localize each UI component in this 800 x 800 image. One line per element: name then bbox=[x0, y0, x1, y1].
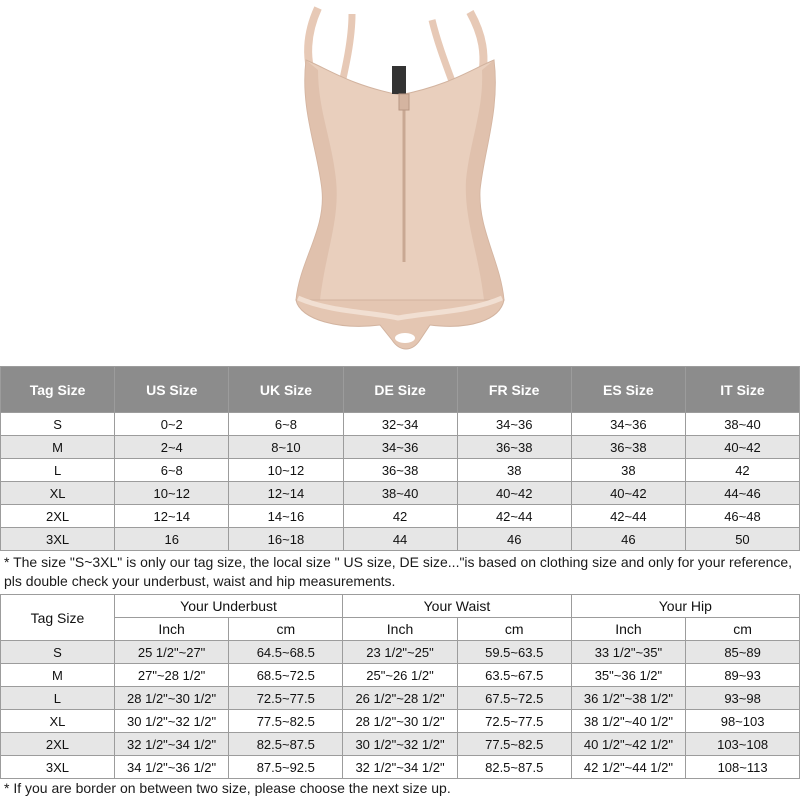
table-cell: 87.5~92.5 bbox=[229, 756, 343, 779]
table-cell: 28 1/2"~30 1/2" bbox=[343, 710, 458, 733]
table-cell: 44~46 bbox=[685, 482, 799, 505]
table-cell: 40 1/2"~42 1/2" bbox=[571, 733, 686, 756]
unit-inch: Inch bbox=[571, 618, 686, 641]
table-cell: 12~14 bbox=[229, 482, 343, 505]
table-cell: 12~14 bbox=[115, 505, 229, 528]
table-cell: 59.5~63.5 bbox=[457, 641, 571, 664]
table-cell: 72.5~77.5 bbox=[229, 687, 343, 710]
bodysuit-illustration bbox=[0, 0, 800, 366]
table-cell: 89~93 bbox=[686, 664, 800, 687]
table-cell: 38 bbox=[571, 459, 685, 482]
body-measurement-table bbox=[0, 594, 800, 779]
table-cell: 108~113 bbox=[686, 756, 800, 779]
table-cell: 36~38 bbox=[571, 436, 685, 459]
table-row bbox=[1, 505, 800, 528]
product-photo bbox=[0, 0, 800, 366]
table-cell: 2XL bbox=[1, 505, 115, 528]
table-cell: 32 1/2"~34 1/2" bbox=[114, 733, 229, 756]
table-cell: 36 1/2"~38 1/2" bbox=[571, 687, 686, 710]
table-cell: 85~89 bbox=[686, 641, 800, 664]
table-cell: 82.5~87.5 bbox=[457, 756, 571, 779]
table-cell: S bbox=[1, 641, 115, 664]
unit-inch: Inch bbox=[343, 618, 458, 641]
header-underbust: Your Underbust bbox=[114, 595, 342, 618]
table-cell: 67.5~72.5 bbox=[457, 687, 571, 710]
table-cell: 103~108 bbox=[686, 733, 800, 756]
table-row bbox=[1, 528, 800, 551]
size-up-note: * If you are border on between two size, please choose the next size up. bbox=[4, 780, 451, 796]
table-cell: 40~42 bbox=[685, 436, 799, 459]
table-cell: 33 1/2"~35" bbox=[571, 641, 686, 664]
table-cell: 98~103 bbox=[686, 710, 800, 733]
table-cell: 72.5~77.5 bbox=[457, 710, 571, 733]
table-cell: 46~48 bbox=[685, 505, 799, 528]
table-cell: 77.5~82.5 bbox=[229, 710, 343, 733]
table-cell: 10~12 bbox=[229, 459, 343, 482]
table-cell: 0~2 bbox=[115, 413, 229, 436]
table-cell: 25 1/2"~27" bbox=[114, 641, 229, 664]
header-de-size: DE Size bbox=[343, 367, 457, 413]
tag-size-note: * The size "S~3XL" is only our tag size, the local size " US size, DE size..."is based on clothing size and only for your reference, pls double check your underbust, waist and hip measurements. bbox=[4, 554, 793, 589]
table-cell: 28 1/2"~30 1/2" bbox=[114, 687, 229, 710]
measure-unit-header bbox=[1, 618, 800, 641]
table-cell: 42~44 bbox=[571, 505, 685, 528]
header-waist: Your Waist bbox=[343, 595, 571, 618]
table-cell: 34~36 bbox=[457, 413, 571, 436]
table-cell: 63.5~67.5 bbox=[457, 664, 571, 687]
table-cell: 77.5~82.5 bbox=[457, 733, 571, 756]
table-row bbox=[1, 733, 800, 756]
table-cell: 40~42 bbox=[571, 482, 685, 505]
table-row bbox=[1, 756, 800, 779]
header-es-size: ES Size bbox=[571, 367, 685, 413]
table-cell: 36~38 bbox=[457, 436, 571, 459]
table-cell: 42 bbox=[685, 459, 799, 482]
table-cell: M bbox=[1, 436, 115, 459]
table-row bbox=[1, 687, 800, 710]
table-cell: 3XL bbox=[1, 528, 115, 551]
table-cell: 6~8 bbox=[115, 459, 229, 482]
table-cell: 34 1/2"~36 1/2" bbox=[114, 756, 229, 779]
header-hip: Your Hip bbox=[571, 595, 799, 618]
table-row bbox=[1, 641, 800, 664]
table-cell: 36~38 bbox=[343, 459, 457, 482]
table-cell: 23 1/2"~25" bbox=[343, 641, 458, 664]
table-row bbox=[1, 482, 800, 505]
unit-inch: Inch bbox=[114, 618, 229, 641]
size-table-header bbox=[1, 367, 800, 413]
table-cell: 30 1/2"~32 1/2" bbox=[114, 710, 229, 733]
table-cell: S bbox=[1, 413, 115, 436]
header-tag-size: Tag Size bbox=[1, 595, 115, 641]
table-cell: 25"~26 1/2" bbox=[343, 664, 458, 687]
table-cell: 8~10 bbox=[229, 436, 343, 459]
table-row bbox=[1, 436, 800, 459]
table-cell: 42 bbox=[343, 505, 457, 528]
table-cell: 68.5~72.5 bbox=[229, 664, 343, 687]
table-cell: 27"~28 1/2" bbox=[114, 664, 229, 687]
table-cell: 26 1/2"~28 1/2" bbox=[343, 687, 458, 710]
table-cell: 93~98 bbox=[686, 687, 800, 710]
table-cell: 64.5~68.5 bbox=[229, 641, 343, 664]
table-cell: 44 bbox=[343, 528, 457, 551]
table-cell: 38~40 bbox=[343, 482, 457, 505]
table-row bbox=[1, 413, 800, 436]
table-cell: 46 bbox=[457, 528, 571, 551]
header-it-size: IT Size bbox=[685, 367, 799, 413]
header-uk-size: UK Size bbox=[229, 367, 343, 413]
table-cell: XL bbox=[1, 710, 115, 733]
table-cell: 30 1/2"~32 1/2" bbox=[343, 733, 458, 756]
table-cell: L bbox=[1, 687, 115, 710]
table-row bbox=[1, 710, 800, 733]
table-cell: 2XL bbox=[1, 733, 115, 756]
table-cell: 34~36 bbox=[343, 436, 457, 459]
table-cell: 42~44 bbox=[457, 505, 571, 528]
table-cell: 6~8 bbox=[229, 413, 343, 436]
table-cell: 38~40 bbox=[685, 413, 799, 436]
table-cell: 10~12 bbox=[115, 482, 229, 505]
table-cell: 38 1/2"~40 1/2" bbox=[571, 710, 686, 733]
table-cell: 35"~36 1/2" bbox=[571, 664, 686, 687]
header-fr-size: FR Size bbox=[457, 367, 571, 413]
table-cell: 2~4 bbox=[115, 436, 229, 459]
table-cell: 42 1/2"~44 1/2" bbox=[571, 756, 686, 779]
table-cell: M bbox=[1, 664, 115, 687]
unit-cm: cm bbox=[457, 618, 571, 641]
table-cell: 34~36 bbox=[571, 413, 685, 436]
table-cell: 46 bbox=[571, 528, 685, 551]
table-cell: 38 bbox=[457, 459, 571, 482]
table-cell: 40~42 bbox=[457, 482, 571, 505]
header-us-size: US Size bbox=[115, 367, 229, 413]
table-row bbox=[1, 664, 800, 687]
table-cell: 16 bbox=[115, 528, 229, 551]
table-cell: 3XL bbox=[1, 756, 115, 779]
table-row bbox=[1, 459, 800, 482]
header-tag-size: Tag Size bbox=[1, 367, 115, 413]
table-cell: XL bbox=[1, 482, 115, 505]
unit-cm: cm bbox=[686, 618, 800, 641]
measure-group-header bbox=[1, 595, 800, 618]
table-cell: 14~16 bbox=[229, 505, 343, 528]
table-cell: 32~34 bbox=[343, 413, 457, 436]
table-cell: 16~18 bbox=[229, 528, 343, 551]
table-cell: 50 bbox=[685, 528, 799, 551]
table-cell: L bbox=[1, 459, 115, 482]
size-conversion-table bbox=[0, 366, 800, 551]
table-cell: 32 1/2"~34 1/2" bbox=[343, 756, 458, 779]
table-cell: 82.5~87.5 bbox=[229, 733, 343, 756]
unit-cm: cm bbox=[229, 618, 343, 641]
